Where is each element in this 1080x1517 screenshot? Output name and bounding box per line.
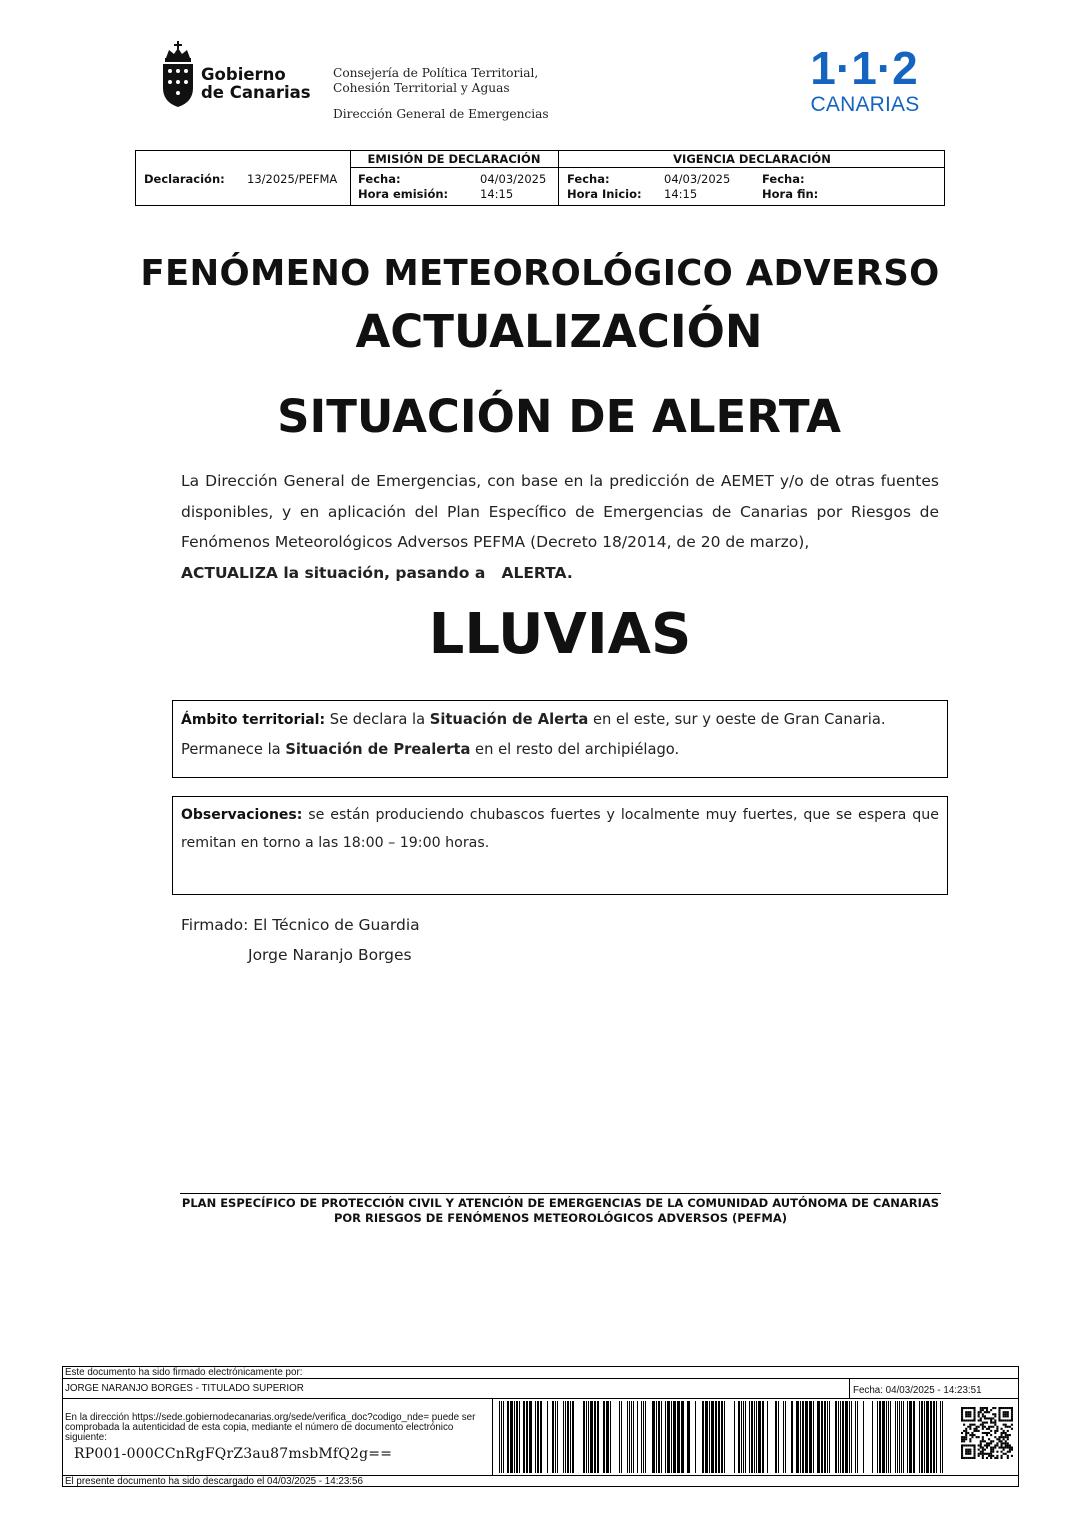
observaciones-box [172, 796, 948, 895]
intro-last-line: ACTUALIZA la situación, pasando a ALERTA. [181, 563, 573, 582]
qr-code-image [961, 1407, 1013, 1459]
fecha-fin-label: Fecha: [762, 172, 805, 186]
ambito-label: Ámbito territorial: [181, 712, 326, 728]
hora-emision-value: 14:15 [480, 187, 514, 201]
emision-header: EMISIÓN DE DECLARACIÓN [367, 152, 541, 166]
ambito-text-2: en el este, sur y oeste de Gran Canaria. [588, 711, 886, 728]
title-fenomeno: FENÓMENO METEOROLÓGICO ADVERSO [140, 253, 940, 294]
footer-line-2: POR RIESGOS DE FENÓMENOS METEOROLÓGICOS ADVERSOS (PEFMA) [333, 1211, 788, 1225]
ambito-line-2 [181, 735, 939, 765]
logo-112-number: 1·1·2 [810, 44, 918, 94]
ambito-bold-2: Situación de Prealerta [285, 741, 471, 758]
vigencia-header: VIGENCIA DECLARACIÓN [673, 152, 831, 166]
gobierno-crest-icon [160, 40, 196, 108]
signature-date: Fecha: 04/03/2025 - 14:23:51 [849, 1379, 982, 1398]
signed-by-text: Este documento ha sido firmado electrónicamente por: [63, 1367, 1018, 1379]
hora-inicio-label: Hora Inicio: [567, 187, 642, 201]
firma-line-1: Firmado: El Técnico de Guardia [181, 916, 420, 934]
fecha-inicio-label: Fecha: [567, 172, 610, 186]
hora-emision-label: Hora emisión: [358, 187, 449, 201]
fecha-inicio-value: 04/03/2025 [664, 172, 731, 186]
verify-text: En la dirección https://sede.gobiernodecanarias.org/sede/verifica_doc?codigo_nde= puede ser comprobada la autenticidad de esta copia, mediante el número de documento electrónico siguiente: [65, 1412, 476, 1443]
declaracion-value: 13/2025/PEFMA [247, 172, 338, 186]
ambito-box [172, 700, 948, 778]
observaciones-text: se están produciendo chubascos fuertes y localmente muy fuertes, que se espera que remitan en torno a las 18:00 – 19:00 horas. [181, 807, 939, 851]
intro-text: La Dirección General de Emergencias, con base en la predicción de AEMET y/o de otras fuentes disponibles, y en aplicación del Plan Específico de Emergencias de Canarias por Riesgos de Fenómenos Meteorológicos Adversos PEFMA (Decreto 18/2014, de 20 de marzo), [181, 472, 939, 551]
fecha-emision-value: 04/03/2025 [480, 172, 547, 186]
fecha-emision-label: Fecha: [358, 172, 401, 186]
direccion-general: Dirección General de Emergencias [333, 107, 549, 121]
document-code: RP001-000CCnRgFQrZ3au87msbMfQ2g== [74, 1446, 393, 1462]
ambito-text-3: Permanece la [181, 741, 286, 758]
footer-line-1: PLAN ESPECÍFICO DE PROTECCIÓN CIVIL Y ATENCIÓN DE EMERGENCIAS DE LA COMUNIDAD AUTÓNOMA DE CANARIAS [181, 1196, 940, 1210]
consejeria-name: Consejería de Política Territorial, Cohesión Territorial y Aguas [333, 66, 539, 95]
barcode-image [499, 1401, 951, 1473]
phenomenon-title: LLUVIAS [428, 602, 692, 667]
hora-inicio-value: 14:15 [664, 187, 698, 201]
ambito-text-1: Se declara la [325, 711, 430, 728]
firma-line-2: Jorge Naranjo Borges [248, 946, 412, 964]
observaciones-label: Observaciones: [181, 807, 303, 823]
verify-cell [63, 1399, 493, 1475]
signer-name: JORGE NARANJO BORGES - TITULADO SUPERIOR [65, 1383, 304, 1394]
downloaded-text: El presente documento ha sido descargado el 04/03/2025 - 14:23:56 [63, 1475, 1018, 1487]
title-situacion: SITUACIÓN DE ALERTA [277, 390, 841, 443]
hora-fin-label: Hora fin: [762, 187, 819, 201]
ambito-text-4: en el resto del archipiélago. [470, 741, 680, 758]
intro-paragraph [181, 466, 939, 588]
footer-text [180, 1196, 941, 1226]
ambito-bold-1: Situación de Alerta [429, 711, 589, 728]
title-actualizacion: ACTUALIZACIÓN [355, 305, 763, 358]
electronic-signature-block [62, 1366, 1019, 1487]
logo-112-text: CANARIAS [810, 93, 920, 116]
gobierno-logo-text: Gobierno de Canarias [201, 65, 311, 102]
firma-block [181, 910, 420, 970]
declaracion-label: Declaración: [144, 172, 225, 186]
declaration-info-table [135, 150, 945, 206]
signer-row [63, 1379, 1018, 1399]
ambito-line-1 [181, 705, 939, 735]
footer-divider [180, 1193, 941, 1194]
